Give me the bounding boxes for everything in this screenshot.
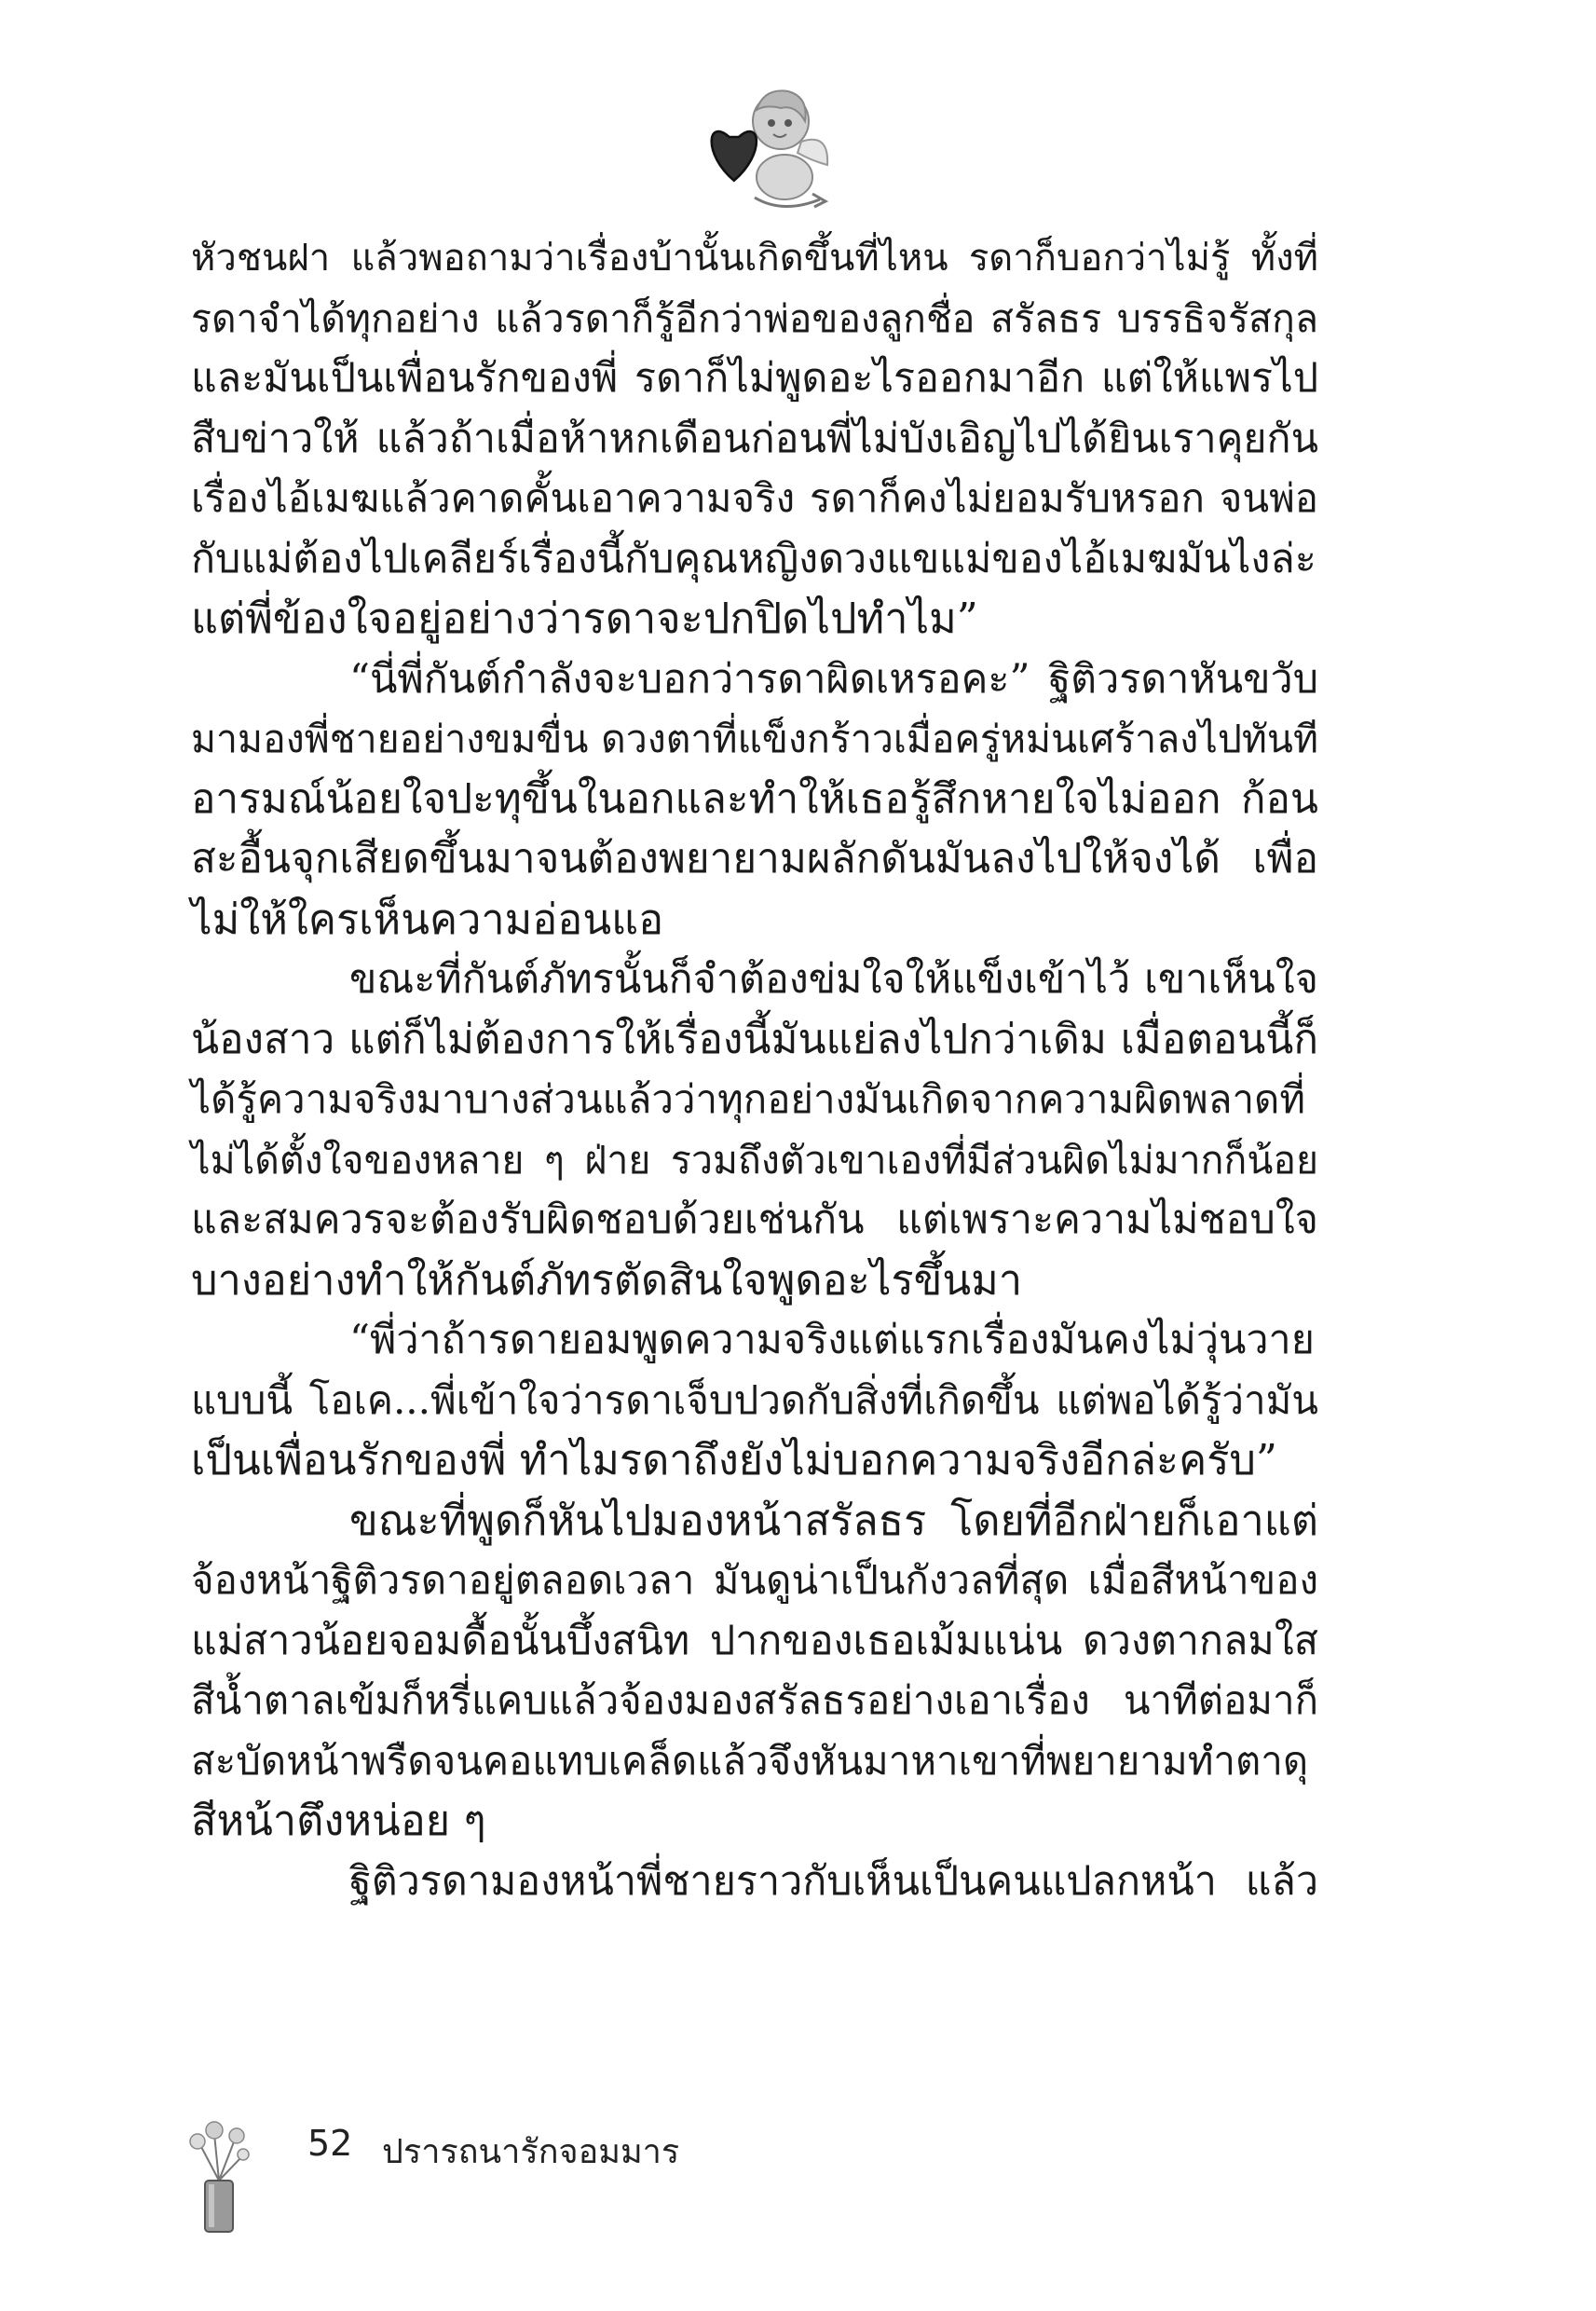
cupid-with-heart-icon bbox=[699, 76, 839, 216]
text-line: บางอย่างทำให้กันต์ภัทรตัดสินใจพูดอะไรขึ้นมา bbox=[191, 1254, 1023, 1305]
page-number: 52 bbox=[307, 2123, 353, 2164]
text-line: สีหน้าตึงหน่อย ๆ bbox=[191, 1796, 486, 1845]
story-text bbox=[191, 228, 1318, 1911]
text-line: กับแม่ต้องไปเคลียร์เรื่องนี้กับคุณหญิงดวงแขแม่ของไอ้เมฆมันไงล่ะ bbox=[191, 535, 1316, 582]
text-line: หัวชนฝา แล้วพอถามว่าเรื่องบ้านั้นเกิดขึ้นที่ไหน รดาก็บอกว่าไม่รู้ ทั้งที่ bbox=[191, 237, 1318, 280]
text-line: สะบัดหน้าพรืดจนคอแทบเคล็ดแล้วจึงหันมาหาเขาที่พยายามทำตาดุ bbox=[191, 1737, 1309, 1784]
book-title: ปรารถนารักจอมมาร bbox=[382, 2133, 680, 2171]
text-line: “พี่ว่าถ้ารดายอมพูดความจริงแต่แรกเรื่องมันคงไม่วุ่นวาย bbox=[349, 1317, 1315, 1363]
text-line: ขณะที่กันต์ภัทรนั้นก็จำต้องข่มใจให้แข็งเข้าไว้ เขาเห็นใจ bbox=[349, 956, 1318, 1003]
text-line: สีน้ำตาลเข้มก็หรี่แคบแล้วจ้องมองสรัลธรอย่างเอาเรื่อง นาทีต่อมาก็ bbox=[191, 1677, 1318, 1723]
text-line: จ้องหน้าฐิติวรดาอยู่ตลอดเวลา มันดูน่าเป็นกังวลที่สุด เมื่อสีหน้าของ bbox=[191, 1557, 1318, 1603]
text-line: สะอื้นจุกเสียดขึ้นมาจนต้องพยายามผลักดันมันลงไปให้จงได้ เพื่อ bbox=[191, 835, 1318, 882]
text-line: ฐิติวรดามองหน้าพี่ชายราวกับเห็นเป็นคนแปลกหน้า แล้ว bbox=[349, 1857, 1318, 1905]
text-line: เป็นเพื่อนรักของพี่ ทำไมรดาถึงยังไม่บอกความจริงอีกล่ะครับ” bbox=[191, 1435, 1277, 1484]
text-line: ได้รู้ความจริงมาบางส่วนแล้วว่าทุกอย่างมันเกิดจากความผิดพลาดที่ bbox=[191, 1076, 1306, 1122]
text-line: และมันเป็นเพื่อนรักของพี่ รดาก็ไม่พูดอะไรออกมาอีก แต่ให้แพรไป bbox=[191, 355, 1318, 402]
text-line: ไม่ให้ใครเห็นความอ่อนแอ bbox=[191, 894, 664, 944]
text-line: “นี่พี่กันต์กำลังจะบอกว่ารดาผิดเหรอคะ” ฐิติวรดาหันขวับ bbox=[349, 655, 1318, 703]
text-line: แบบนี้ โอเค...พี่เข้าใจว่ารดาเจ็บปวดกับสิ่งที่เกิดขึ้น แต่พอได้รู้ว่ามัน bbox=[191, 1376, 1318, 1423]
text-line: เรื่องไอ้เมฆแล้วคาดคั้นเอาความจริง รดาก็คงไม่ยอมรับหรอก จนพ่อ bbox=[191, 475, 1318, 521]
text-line: อารมณ์น้อยใจปะทุขึ้นในอกและทำให้เธอรู้สึกหายใจไม่ออก ก้อน bbox=[191, 774, 1318, 823]
flower-vase-icon bbox=[186, 2115, 252, 2236]
text-line: สืบข่าวให้ แล้วถ้าเมื่อห้าหกเดือนก่อนพี่ไม่บังเอิญไปได้ยินเราคุยกัน bbox=[191, 415, 1318, 462]
text-line: รดาจำได้ทุกอย่าง แล้วรดาก็รู้อีกว่าพ่อของลูกชื่อ สรัลธร บรรธิจรัสกุล bbox=[191, 295, 1318, 341]
text-line: แม่สาวน้อยจอมดื้อนั้นบึ้งสนิท ปากของเธอเม้มแน่น ดวงตากลมใส bbox=[191, 1617, 1318, 1664]
text-line: ไม่ได้ตั้งใจของหลาย ๆ ฝ่าย รวมถึงตัวเขาเองที่มีส่วนผิดไม่มากก็น้อย bbox=[191, 1137, 1318, 1183]
text-line: ขณะที่พูดก็หันไปมองหน้าสรัลธร โดยที่อีกฝ่ายก็เอาแต่ bbox=[349, 1495, 1318, 1545]
text-line: น้องสาว แต่ก็ไม่ต้องการให้เรื่องนี้มันแย่ลงไปกว่าเดิม เมื่อตอนนี้ก็ bbox=[191, 1015, 1318, 1063]
text-line: และสมควรจะต้องรับผิดชอบด้วยเช่นกัน แต่เพราะความไม่ชอบใจ bbox=[191, 1197, 1318, 1243]
text-line: มามองพี่ชายอย่างขมขื่น ดวงตาที่แข็งกร้าวเมื่อครู่หม่นเศร้าลงไปทันที bbox=[191, 717, 1318, 761]
text-line: แต่พี่ข้องใจอยู่อย่างว่ารดาจะปกปิดไปทำไม” bbox=[191, 594, 978, 643]
